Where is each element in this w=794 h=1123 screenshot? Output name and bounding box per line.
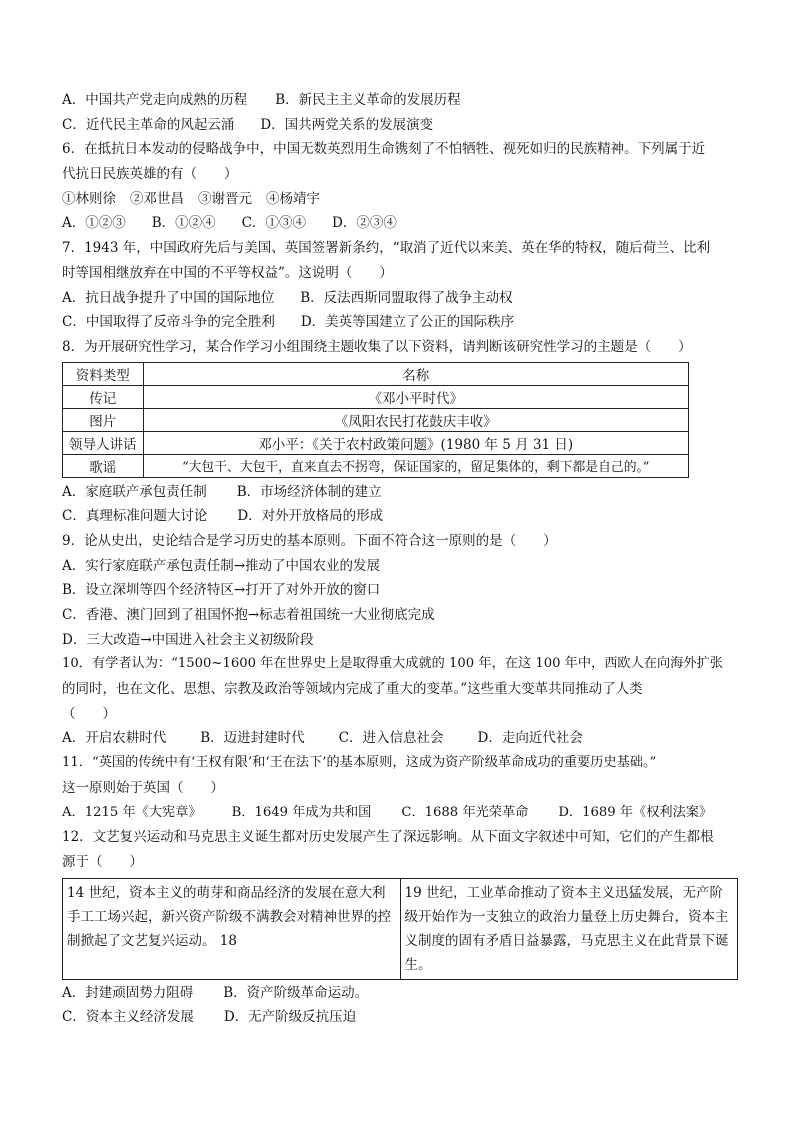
q7-option-b: B．反法西斯同盟取得了战争主动权 <box>300 289 513 306</box>
q5-option-a: A．中国共产党走向成熟的历程 <box>62 92 248 108</box>
q6-option-d: D．②③④ <box>332 215 397 232</box>
table-row <box>63 878 738 979</box>
table-row <box>63 408 689 431</box>
q6-option-a: A．①②③ <box>62 215 126 232</box>
q10-option-b: B．迈进封建时代 <box>200 730 305 747</box>
q11-option-b: B．1649 年成为共和国 <box>231 804 372 820</box>
q11-options <box>62 801 738 826</box>
table-cell: 《凤阳农民打花鼓庆丰收》 <box>143 408 689 431</box>
q5-options-row2 <box>62 113 738 138</box>
q12-left-cell: 14 世纪，资本主义的萌芽和商品经济的发展在意大利手工工场兴起，新兴资产阶级不满教会对精神世界的控制掀起了文艺复兴运动。 18 <box>63 878 401 979</box>
q8-option-d: D．对外开放格局的形成 <box>237 508 384 525</box>
q6-items <box>62 187 738 212</box>
q6-options <box>62 211 738 236</box>
table-cell: 邓小平：《关于农村政策问题》(1980 年 5 月 31 日) <box>143 431 689 454</box>
q8-option-b: B．市场经济体制的建立 <box>236 483 382 500</box>
q6-stem-line1: 6．在抵抗日本发动的侵略战争中，中国无数英烈用生命镌刻了不怕牺牲、视死如归的民族精神。下列属于近 <box>62 141 706 158</box>
table-header-name: 名称 <box>143 362 689 385</box>
q7-option-d: D．美英等国建立了公正的国际秩序 <box>300 314 515 331</box>
q6-item-4: ④杨靖宇 <box>266 190 320 207</box>
q7-stem-line2: 时等国相继放弃在中国的不平等权益”。这说明（ ） <box>62 264 393 281</box>
q9-option-a: A．实行家庭联产承包责任制→推动了中国农业的发展 <box>62 557 381 574</box>
q8-options-row2 <box>62 504 738 529</box>
q5-option-b: B．新民主主义革命的发展历程 <box>275 92 461 108</box>
q10-stem-line1: 10．有学者认为：“1500~1600 年在世界史上是取得重大成就的 100 年，在这 100 年中，西欧人在向海外扩张 <box>62 656 723 672</box>
q8-option-a: A．家庭联产承包责任制 <box>62 483 207 500</box>
q7-option-a: A．抗日战争提升了中国的国际地位 <box>62 289 275 306</box>
q10-option-d: D．走向近代社会 <box>477 730 583 747</box>
q10-option-a: A．开启农耕时代 <box>62 730 167 747</box>
q12-option-a: A．封建顽固势力阻碍 <box>62 984 194 1001</box>
q7-options-row1 <box>62 286 738 311</box>
q7-stem-line1: 7．1943 年，中国政府先后与美国、英国签署新条约，“取消了近代以来美、英在华的特权，随后荷兰、比利 <box>62 240 711 257</box>
table-row <box>63 454 689 477</box>
q6-option-b: B．①②④ <box>151 215 216 232</box>
table-cell: 领导人讲话 <box>63 431 144 454</box>
q6-stem-line2: 代抗日民族英雄的有（ ） <box>62 166 238 183</box>
q12-options-row1 <box>62 981 738 1006</box>
q11-stem-line2: 这一原则始于英国（ ） <box>62 779 224 796</box>
table-header-row <box>63 362 689 385</box>
q12-right-cell: 19 世纪，工业革命推动了资本主义迅猛发展，无产阶级开始作为一支独立的政治力量登上历史舞台，资本主义制度的固有矛盾日益暴露，马克思主义在此背景下诞生。 <box>400 878 738 979</box>
table-cell: “大包干、大包干，直来直去不拐弯，保证国家的，留足集体的，剩下都是自己的。” <box>143 454 689 477</box>
q9-option-b: B．设立深圳等四个经济特区→打开了对外开放的窗口 <box>62 582 381 599</box>
q11-option-a: A．1215 年《大宪章》 <box>62 804 202 820</box>
q5-option-d: D．国共两党关系的发展演变 <box>260 116 434 133</box>
table-header-type: 资料类型 <box>63 362 144 385</box>
q8-options-row1 <box>62 480 738 505</box>
q11-stem-line1: 11．“英国的传统中有‘王权有限’和‘王在法下’的基本原则，这成为资产阶级革命成功的重要历史基础。” <box>62 755 657 771</box>
q6-item-3: ③谢晋元 <box>198 190 252 207</box>
q12-material-table <box>62 878 738 980</box>
q8-material-table <box>62 362 689 478</box>
q8-option-c: C．真理标准问题大讨论 <box>62 508 208 525</box>
table-cell: 《邓小平时代》 <box>143 385 689 408</box>
q9-option-d: D．三大改造→中国进入社会主义初级阶段 <box>62 631 314 648</box>
q6-option-c: C．①③④ <box>241 215 307 232</box>
q12-stem-line2: 源于（ ） <box>62 853 143 870</box>
q9-stem: 9．论从史出，史论结合是学习历史的基本原则。下面不符合这一原则的是（ ） <box>62 532 557 549</box>
q5-option-c: C．近代民主革命的风起云涌 <box>62 116 235 133</box>
q12-option-b: B．资产阶级革命运动。 <box>223 984 369 1001</box>
q8-stem: 8．为开展研究性学习，某合作学习小组围绕主题收集了以下资料，请判断该研究性学习的主题是（ ） <box>62 338 692 355</box>
table-cell: 传记 <box>63 385 144 408</box>
table-cell: 歌谣 <box>63 454 144 477</box>
q12-stem-line1: 12．文艺复兴运动和马克思主义诞生都对历史发展产生了深远影响。从下面文字叙述中可知，它们的产生都根 <box>62 829 714 846</box>
q10-stem-line2: 的同时，也在文化、思想、宗教及政治等领域内完成了重大的变革。”这些重大变革共同推动了人类 <box>62 681 643 698</box>
q7-options-row2 <box>62 310 738 335</box>
table-row <box>63 385 689 408</box>
q6-item-2: ②邓世昌 <box>130 190 184 207</box>
q11-option-d: D．1689 年《权利法案》 <box>558 804 713 820</box>
q5-options-row1 <box>62 88 738 113</box>
q9-option-c: C．香港、澳门回到了祖国怀抱→标志着祖国统一大业彻底完成 <box>62 607 435 623</box>
q7-option-c: C．中国取得了反帝斗争的完全胜利 <box>62 314 275 331</box>
table-cell: 图片 <box>63 408 144 431</box>
q10-options <box>62 726 738 751</box>
table-row <box>63 431 689 454</box>
q12-options-row2 <box>62 1005 738 1030</box>
q12-option-d: D．无产阶级反抗压迫 <box>223 1009 357 1026</box>
exam-page <box>62 88 738 1030</box>
q11-option-c: C．1688 年光荣革命 <box>401 804 529 820</box>
q6-item-1: ①林则徐 <box>62 190 116 207</box>
q12-option-c: C．资本主义经济发展 <box>62 1009 194 1026</box>
q10-stem-line3: （ ） <box>62 705 116 722</box>
q10-option-c: C．进入信息社会 <box>338 730 444 747</box>
